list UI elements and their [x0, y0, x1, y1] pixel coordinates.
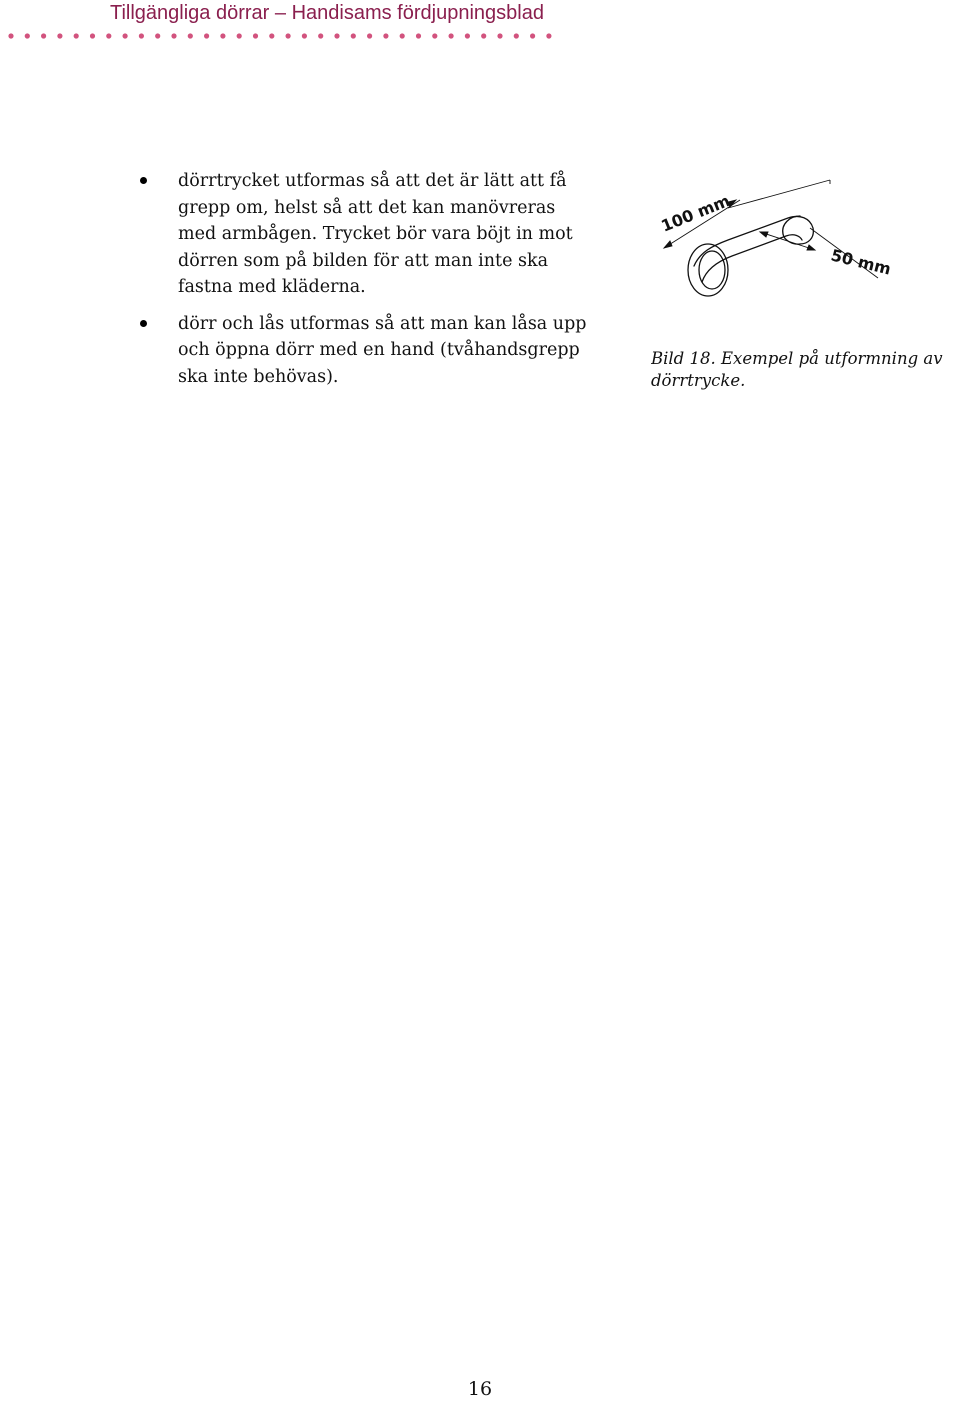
door-handle-drawing-icon	[650, 178, 900, 303]
header-dot-divider	[7, 32, 567, 40]
header-dot	[367, 33, 372, 38]
header-dot	[106, 33, 111, 38]
bullet-line: dörrtrycket utformas så att det är lätt att få	[178, 171, 567, 191]
header-dot	[204, 33, 209, 38]
header-dot	[74, 33, 79, 38]
header-dot	[253, 33, 258, 38]
bullet-line: grepp om, helst så att det kan manövreras	[178, 197, 556, 218]
bullet-line: fastna med kläderna.	[178, 277, 366, 297]
caption-line: dörrtrycke.	[651, 371, 746, 390]
caption-line: Bild 18. Exempel på utformning av	[651, 349, 943, 368]
header-dot	[416, 33, 421, 38]
header-dot	[302, 33, 307, 38]
header-dot	[514, 33, 519, 38]
bullet-item-handle-design	[140, 168, 640, 301]
bullet-line: och öppna dörr med en hand (tvåhandsgrepp	[178, 340, 580, 360]
page-header-title: Tillgängliga dörrar – Handisams fördjupningsblad	[110, 2, 544, 24]
bullet-line: dörren som på bilden för att man inte ska	[178, 250, 549, 271]
header-dot	[400, 33, 405, 38]
dimension-clearance-label: 50 mm	[829, 245, 893, 279]
bullet-line: med armbågen. Trycket bör vara böjt in mot	[178, 224, 573, 244]
header-dot	[220, 33, 225, 38]
bullet-item-one-hand-lock	[140, 311, 640, 391]
dimension-length-label: 100 mm	[658, 191, 733, 236]
bullet-line: ska inte behövas).	[178, 366, 339, 387]
bullet-dot-icon	[140, 320, 147, 327]
header-dot	[171, 33, 176, 38]
header-dot	[351, 33, 356, 38]
header-dot	[188, 33, 193, 38]
header-dot	[123, 33, 128, 38]
header-dot	[139, 33, 144, 38]
header-dot	[237, 33, 242, 38]
header-dot	[41, 33, 46, 38]
header-dot	[449, 33, 454, 38]
header-dot	[8, 33, 13, 38]
header-dot	[497, 33, 502, 38]
header-dot	[155, 33, 160, 38]
header-dot	[432, 33, 437, 38]
header-dot	[465, 33, 470, 38]
header-dot	[481, 33, 486, 38]
header-dot	[318, 33, 323, 38]
header-dot	[269, 33, 274, 38]
header-dot	[530, 33, 535, 38]
figure-caption	[651, 348, 960, 392]
header-dot	[25, 33, 30, 38]
header-dot	[546, 33, 551, 38]
header-dot	[286, 33, 291, 38]
header-dot	[90, 33, 95, 38]
page-number: 16	[467, 1378, 493, 1400]
header-dot	[57, 33, 62, 38]
header-dot	[383, 33, 388, 38]
bullet-list	[140, 168, 640, 400]
header-dot	[334, 33, 339, 38]
bullet-line: dörr och lås utformas så att man kan låsa upp	[178, 313, 587, 334]
bullet-dot-icon	[140, 177, 147, 184]
